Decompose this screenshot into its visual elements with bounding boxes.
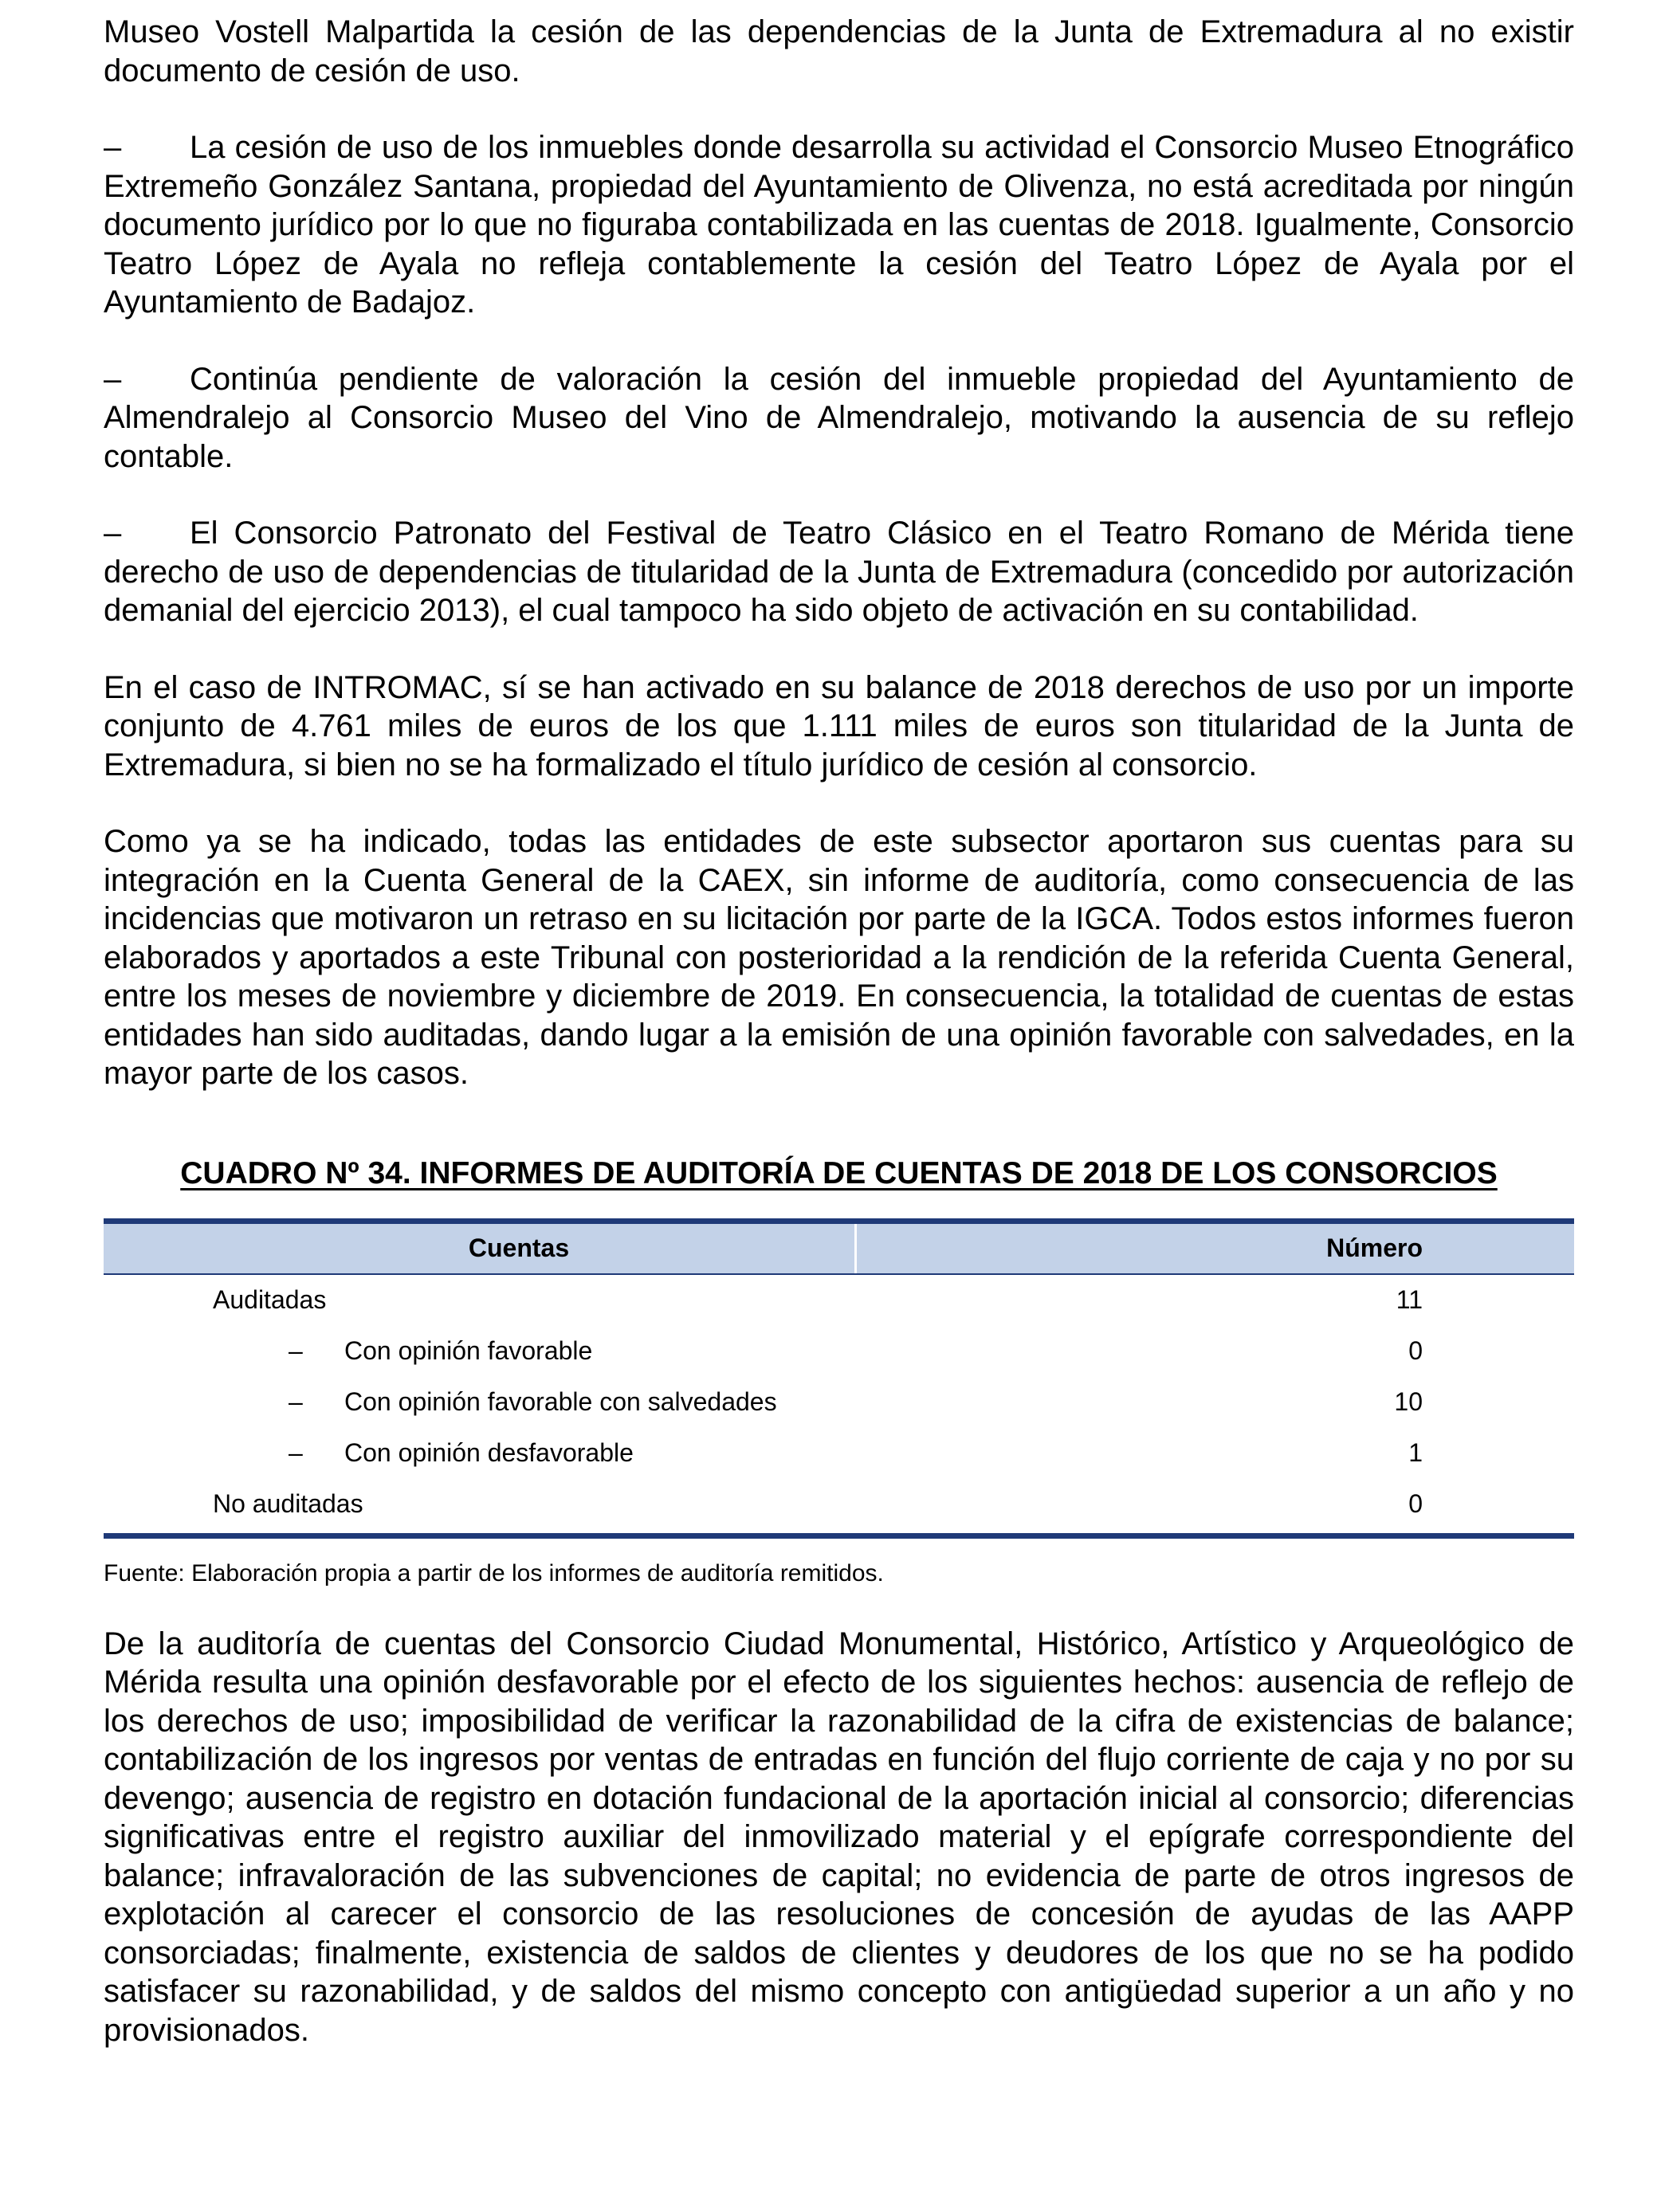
- bullet-text: Continúa pendiente de valoración la cesión del inmueble propiedad del Ayuntamiento de Almendralejo al Consorcio Museo del Vino de Almendralejo, motivando la ausencia de su reflejo contable.: [104, 361, 1574, 474]
- paragraph-cuentas-auditoria: [104, 822, 1574, 1093]
- dash-bullet: –: [104, 361, 122, 397]
- table-row: [104, 1428, 1574, 1479]
- row-value: 10: [1394, 1387, 1423, 1416]
- dash-bullet: –: [289, 1438, 303, 1467]
- audit-table: [104, 1218, 1574, 1539]
- row-label: Auditadas: [213, 1285, 327, 1314]
- row-value: 11: [1396, 1285, 1423, 1314]
- bullet-merida-festival: [104, 514, 1574, 630]
- bullet-text: El Consorcio Patronato del Festival de Teatro Clásico en el Teatro Romano de Mérida tiene derecho de uso de dependencias de titularidad de la Junta de Extremadura (concedido por autorización demanial del ejercicio 2013), el cual tampoco ha sido objeto de activación en su contabilidad.: [104, 516, 1574, 628]
- table-top-rule: [104, 1218, 1574, 1224]
- table-row: [104, 1377, 1574, 1428]
- row-value: 0: [1408, 1336, 1423, 1365]
- row-value: 0: [1408, 1489, 1423, 1518]
- bullet-text: La cesión de uso de los inmuebles donde desarrolla su actividad el Consorcio Museo Etnográfico Extremeño González Santana, propiedad del Ayuntamiento de Olivenza, no está acreditada por ningún documento jurídico por lo que no figuraba contabilizada en las cuentas de 2018. Igualmente, Consorcio Teatro López de Ayala no refleja contablemente la cesión del Teatro López de Ayala por el Ayuntamiento de Badajoz.: [104, 130, 1574, 320]
- paragraph-text: En el caso de INTROMAC, sí se han activado en su balance de 2018 derechos de uso por un importe conjunto de 4.761 miles de euros de los que 1.111 miles de euros son titularidad de la Junta de Extremadura, si bien no se ha formalizado el título jurídico de cesión al consorcio.: [104, 669, 1574, 782]
- table-row: [104, 1479, 1574, 1530]
- paragraph-intromac: [104, 669, 1574, 785]
- header-numero: Número: [857, 1224, 1574, 1273]
- row-label: Con opinión favorable: [344, 1336, 593, 1365]
- dash-bullet: –: [289, 1387, 303, 1416]
- paragraph-text: Museo Vostell Malpartida la cesión de las dependencias de la Junta de Extremadura al no existir documento de cesión de uso.: [104, 14, 1574, 88]
- table-bottom-rule: [104, 1533, 1574, 1539]
- bullet-olivenza: [104, 128, 1574, 322]
- row-value: 1: [1408, 1438, 1423, 1467]
- bullet-almendralejo: [104, 360, 1574, 477]
- row-label: Con opinión favorable con salvedades: [344, 1387, 777, 1416]
- paragraph-ciudad-monumental: [104, 1625, 1574, 2050]
- header-cuentas: Cuentas: [104, 1224, 857, 1273]
- row-label: No auditadas: [213, 1489, 363, 1518]
- dash-bullet: –: [104, 516, 122, 551]
- table-header: [104, 1224, 1574, 1273]
- document-page: [104, 13, 1574, 2049]
- dash-bullet: –: [104, 130, 122, 165]
- paragraph-text: Como ya se ha indicado, todas las entidades de este subsector aportaron sus cuentas para su integración en la Cuenta General de la CAEX, sin informe de auditoría, como consecuencia de las incidencias que motivaron un retraso en su licitación por parte de la IGCA. Todos estos informes fueron elaborados y aportados a este Tribunal con posterioridad a la rendición de la referida Cuenta General, entre los meses de noviembre y diciembre de 2019. En consecuencia, la totalidad de cuentas de estas entidades han sido auditadas, dando lugar a la emisión de una opinión favorable con salvedades, en la mayor parte de los casos.: [104, 824, 1574, 1091]
- row-label: Con opinión desfavorable: [344, 1438, 634, 1467]
- table-row: [104, 1275, 1574, 1326]
- table-row: [104, 1326, 1574, 1377]
- table-source: Fuente: Elaboración propia a partir de los informes de auditoría remitidos.: [104, 1559, 884, 1586]
- table-title: CUADRO Nº 34. INFORMES DE AUDITORÍA DE CUENTAS DE 2018 DE LOS CONSORCIOS: [180, 1155, 1498, 1190]
- dash-bullet: –: [289, 1336, 303, 1365]
- paragraph-text: De la auditoría de cuentas del Consorcio Ciudad Monumental, Histórico, Artístico y Arqueológico de Mérida resulta una opinión desfavorable por el efecto de los siguientes hechos: ausencia de reflejo de los derechos de uso; imposibilidad de verificar la razonabilidad de la cifra de existencias de balance; contabilización de los ingresos por ventas de entradas en función del flujo corriente de caja y no por su devengo; ausencia de registro en dotación fundacional de la aportación inicial al consorcio; diferencias significativas entre el registro auxiliar del inmovilizado material y el epígrafe correspondiente del balance; infravaloración de las subvenciones de capital; no evidencia de parte de otros ingresos de explotación al carecer el consorcio de las resoluciones de concesión de ayudas de las AAPP consorciadas; finalmente, existencia de saldos de clientes y deudores de los que no se ha podido satisfacer su razonabilidad, y de saldos del mismo concepto con antigüedad superior a un año y no provisionados.: [104, 1626, 1574, 2048]
- paragraph-museo-vostell: [104, 13, 1574, 90]
